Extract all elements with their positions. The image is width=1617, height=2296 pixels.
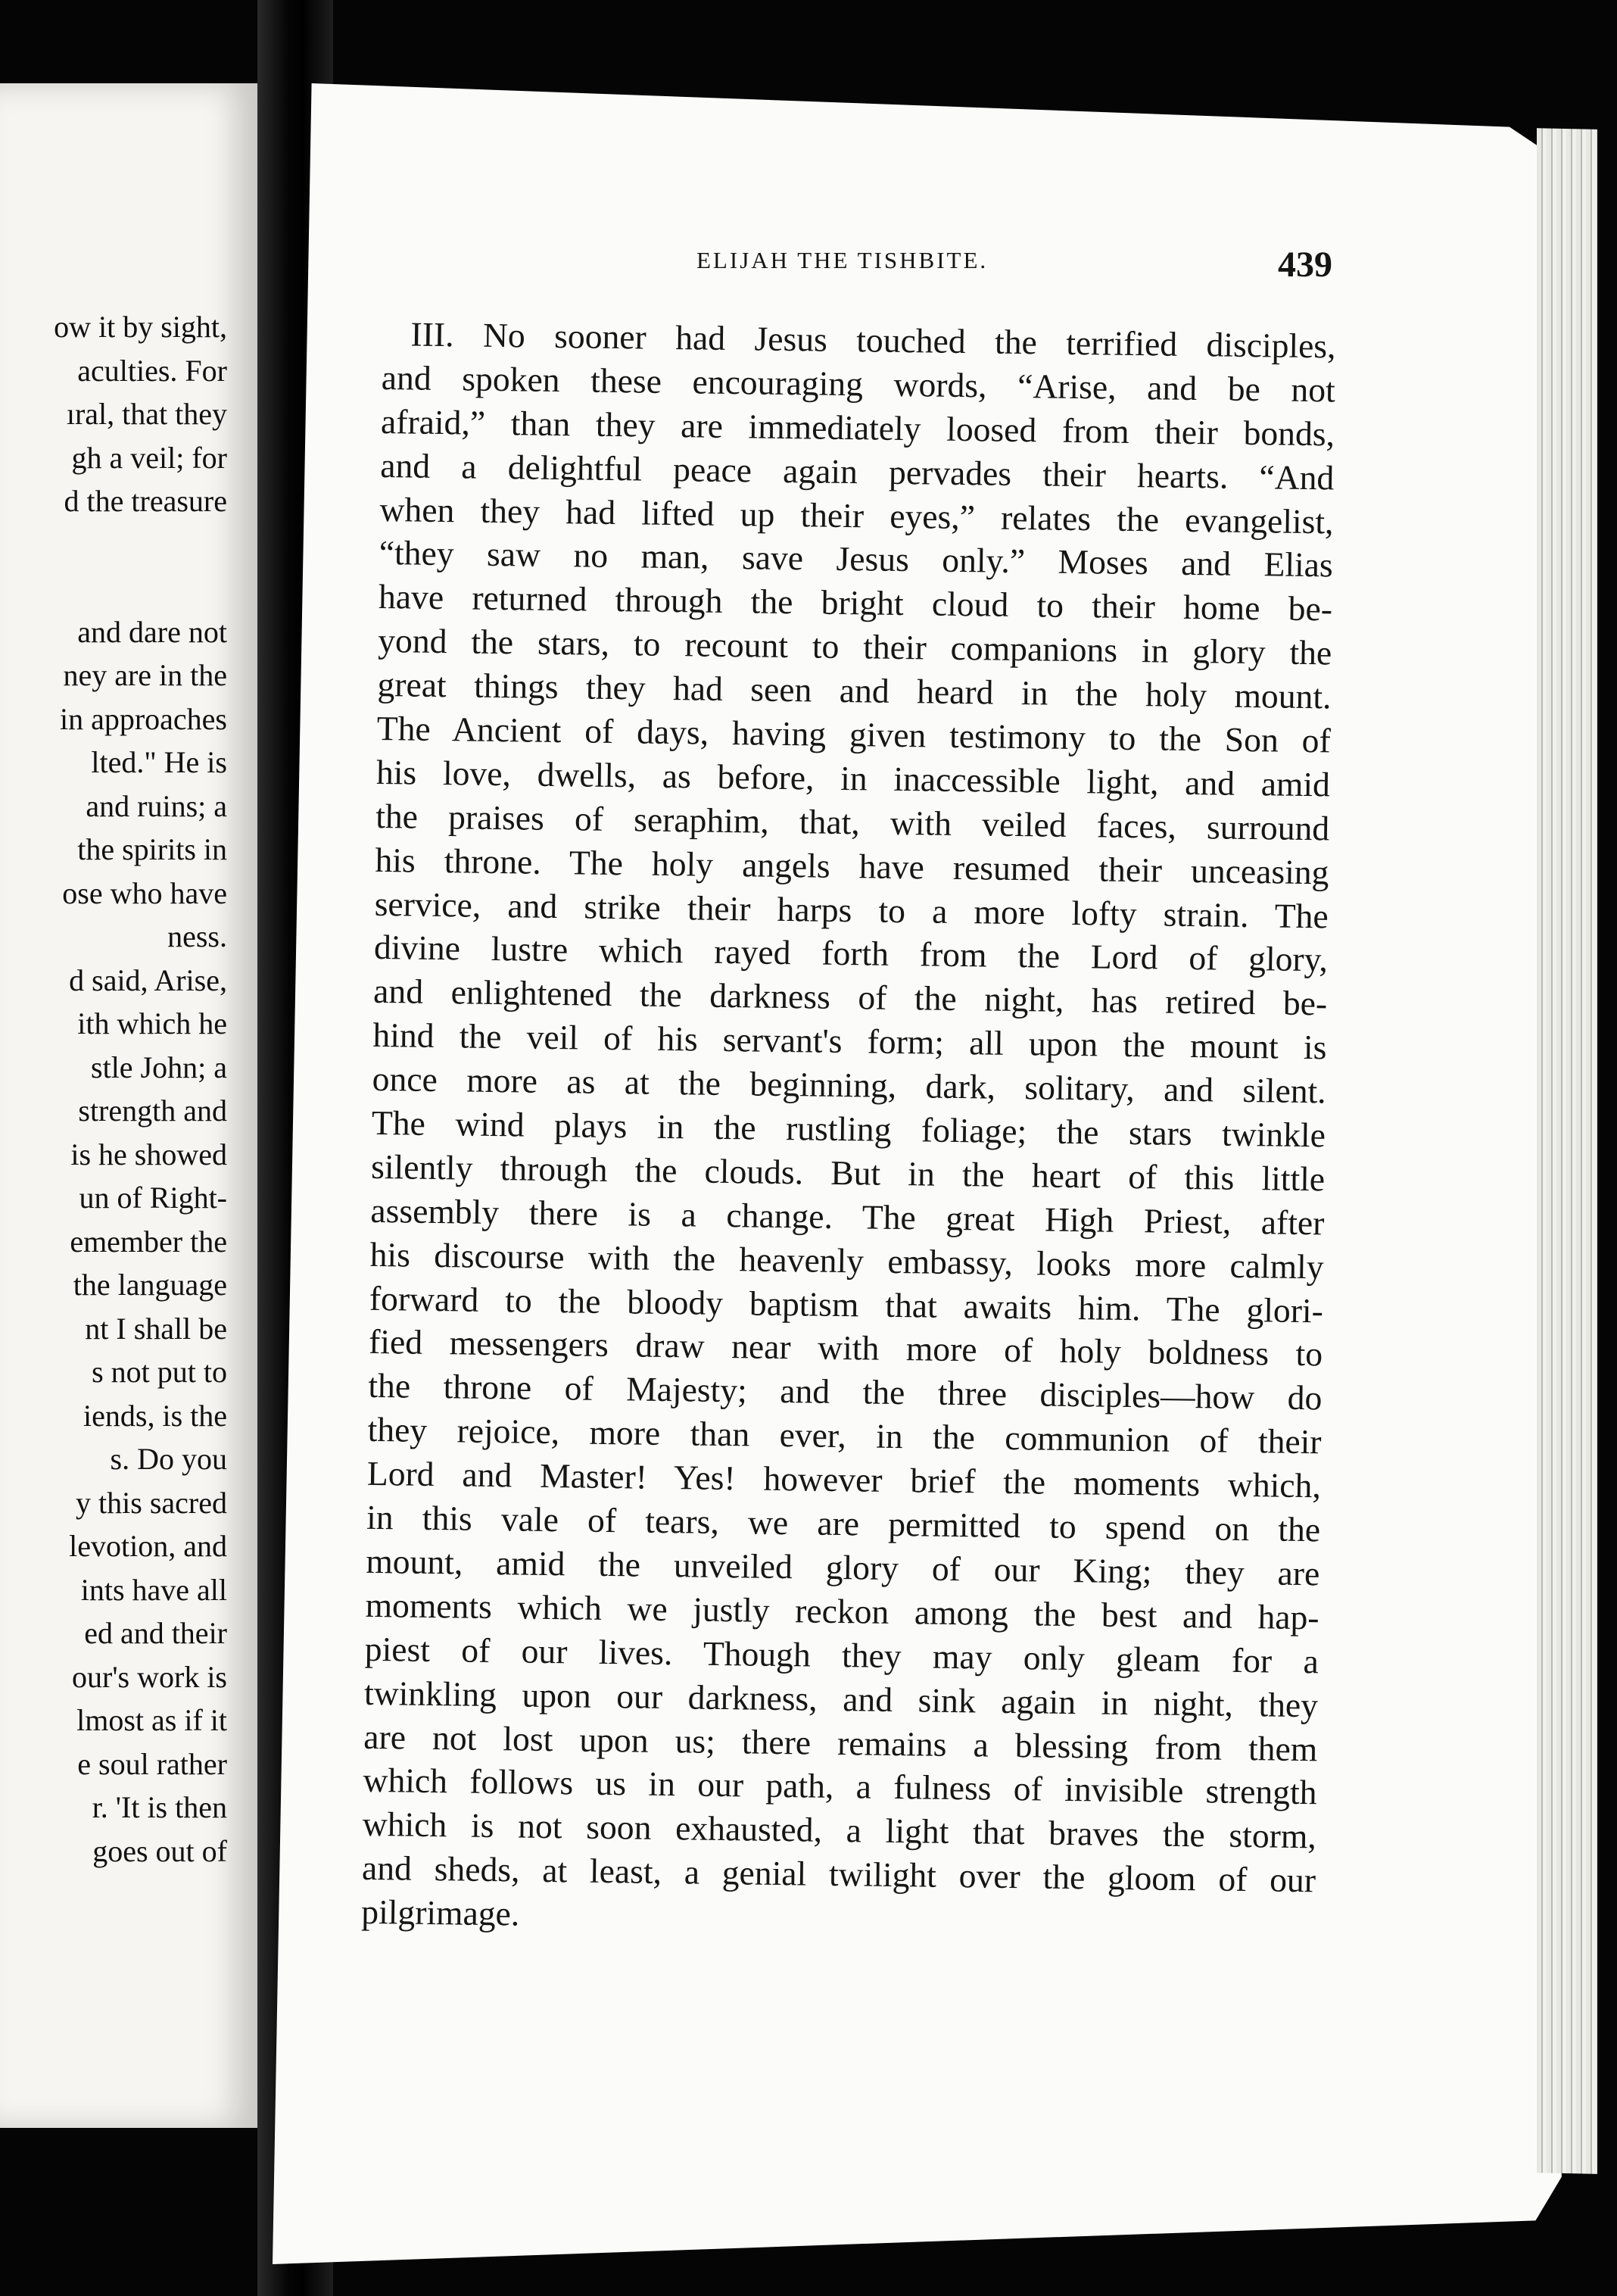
left-page-line: our's work is xyxy=(72,1659,227,1694)
left-page-line: r. 'It is then xyxy=(92,1790,227,1824)
left-page-line: gh a veil; for xyxy=(71,440,227,475)
text-line: yond the stars, to recount to their companions in glory the xyxy=(377,621,1332,672)
text-line: the throne of Majesty; and the three disciples—how do xyxy=(368,1366,1323,1418)
text-line: they rejoice, more than ever, in the communion of their xyxy=(367,1410,1322,1462)
left-page-line: e soul rather xyxy=(77,1746,227,1781)
left-page-line: lmost as if it xyxy=(76,1703,227,1737)
text-line: service, and strike their harps to a more lofty strain. The xyxy=(374,884,1329,936)
text-line: III. No sooner had Jesus touched the terrified disciples, xyxy=(410,314,1336,366)
text-line: in this vale of tears, we are permitted to spend on the xyxy=(366,1497,1321,1549)
left-page-line: in approaches xyxy=(59,701,227,736)
left-page-line: ints have all xyxy=(80,1572,227,1607)
left-page-line: s. Do you xyxy=(110,1442,227,1476)
text-line: when they had lifted up their eyes,” relates the evangelist, xyxy=(379,489,1334,541)
text-line: forward to the bloody baptism that awaits him. The glori- xyxy=(369,1278,1324,1330)
left-page-line: ith which he xyxy=(77,1006,227,1040)
left-page-line: y this sacred xyxy=(76,1485,227,1520)
left-page-line: d the treasure xyxy=(64,484,227,518)
left-page-line: is he showed xyxy=(70,1137,227,1171)
text-line: Lord and Master! Yes! however brief the moments which, xyxy=(366,1454,1322,1505)
text-line: are not lost upon us; there remains a blessing from them xyxy=(363,1717,1318,1768)
text-line: The wind plays in the rustling foliage; the stars twinkle xyxy=(371,1103,1326,1155)
text-line: the praises of seraphim, that, with veiled faces, surround xyxy=(375,796,1330,848)
text-line: and a delightful peace again pervades their hearts. “And xyxy=(380,445,1335,498)
left-page-line: strength and xyxy=(78,1093,227,1128)
text-line: divine lustre which rayed forth from the Lord of glory, xyxy=(373,928,1329,979)
text-line: silently through the clouds. But in the heart of this little xyxy=(370,1146,1326,1199)
text-line: moments which we justly reckon among the best and hap- xyxy=(365,1585,1319,1637)
left-page-line: iends, is the xyxy=(83,1398,227,1433)
text-line: piest of our lives. Though they may only gleam for a xyxy=(364,1629,1319,1681)
left-facing-page xyxy=(0,83,257,2128)
left-page-line: ed and their xyxy=(84,1616,227,1650)
body-text xyxy=(361,312,1336,1946)
text-line: hind the veil of his servant's form; all upon the mount is xyxy=(372,1015,1327,1067)
left-page-line: emember the xyxy=(70,1224,227,1259)
left-page-line: ney are in the xyxy=(63,658,227,692)
text-line: his love, dwells, as before, in inaccessible light, and amid xyxy=(375,752,1331,804)
page-edges xyxy=(1537,128,1597,2174)
running-head: ELIJAH THE TISHBITE. xyxy=(696,247,989,273)
left-page-line: ose who have xyxy=(62,875,227,910)
left-page-line: stle John; a xyxy=(91,1050,227,1084)
left-page-line: s not put to xyxy=(92,1355,227,1389)
text-line: his throne. The holy angels have resumed their unceasing xyxy=(375,840,1329,892)
left-page-line: ness. xyxy=(167,919,227,953)
left-page-line: ow it by sight, xyxy=(54,310,227,344)
text-line: afraid,” than they are immediately loosed from their bonds, xyxy=(380,401,1335,454)
text-line: have returned through the bright cloud to their home be- xyxy=(378,577,1333,629)
text-line: and enlightened the darkness of the night, has retired be- xyxy=(372,972,1328,1023)
text-line: and spoken these encouraging words, “Arise, and be not xyxy=(381,357,1336,410)
left-page-line: levotion, and xyxy=(69,1529,227,1563)
left-page-line: aculties. For xyxy=(77,353,227,388)
left-page-line: nt I shall be xyxy=(85,1311,227,1346)
left-page-line: and ruins; a xyxy=(86,788,227,823)
text-line: fied messengers draw near with more of holy boldness to xyxy=(368,1322,1323,1374)
left-page-line: un of Right- xyxy=(79,1181,227,1215)
text-line: his discourse with the heavenly embassy, looks more calmly xyxy=(369,1234,1324,1287)
text-line: and sheds, at least, a genial twilight over the gloom of our xyxy=(361,1848,1316,1900)
text-line: The Ancient of days, having given testimony to the Son of xyxy=(376,708,1332,760)
text-line: which is not soon exhausted, a light that braves the storm, xyxy=(362,1805,1317,1856)
left-page-line: and dare not xyxy=(77,614,227,649)
page-number: 439 xyxy=(1278,245,1332,285)
text-line: “they saw no man, save Jesus only.” Moses and Elias xyxy=(379,533,1334,585)
text-line: which follows us in our path, a fulness of invisible strength xyxy=(363,1761,1317,1812)
left-page-line: ıral, that they xyxy=(66,397,227,431)
text-line: pilgrimage. xyxy=(361,1892,520,1933)
left-page-line: the language xyxy=(73,1268,227,1302)
text-line: assembly there is a change. The great High Priest, after xyxy=(370,1190,1325,1243)
text-line: great things they had seen and heard in the holy mount. xyxy=(377,665,1332,716)
left-page-line: lted." He is xyxy=(91,745,227,779)
left-page-line: d said, Arise, xyxy=(69,962,227,997)
text-line: twinkling upon our darkness, and sink again in night, they xyxy=(363,1673,1319,1724)
left-page-line: goes out of xyxy=(92,1833,227,1868)
text-line: once more as at the beginning, dark, solitary, and silent. xyxy=(372,1059,1326,1111)
left-page-line: the spirits in xyxy=(77,832,227,866)
text-line: mount, amid the unveiled glory of our King; they are xyxy=(366,1541,1320,1593)
